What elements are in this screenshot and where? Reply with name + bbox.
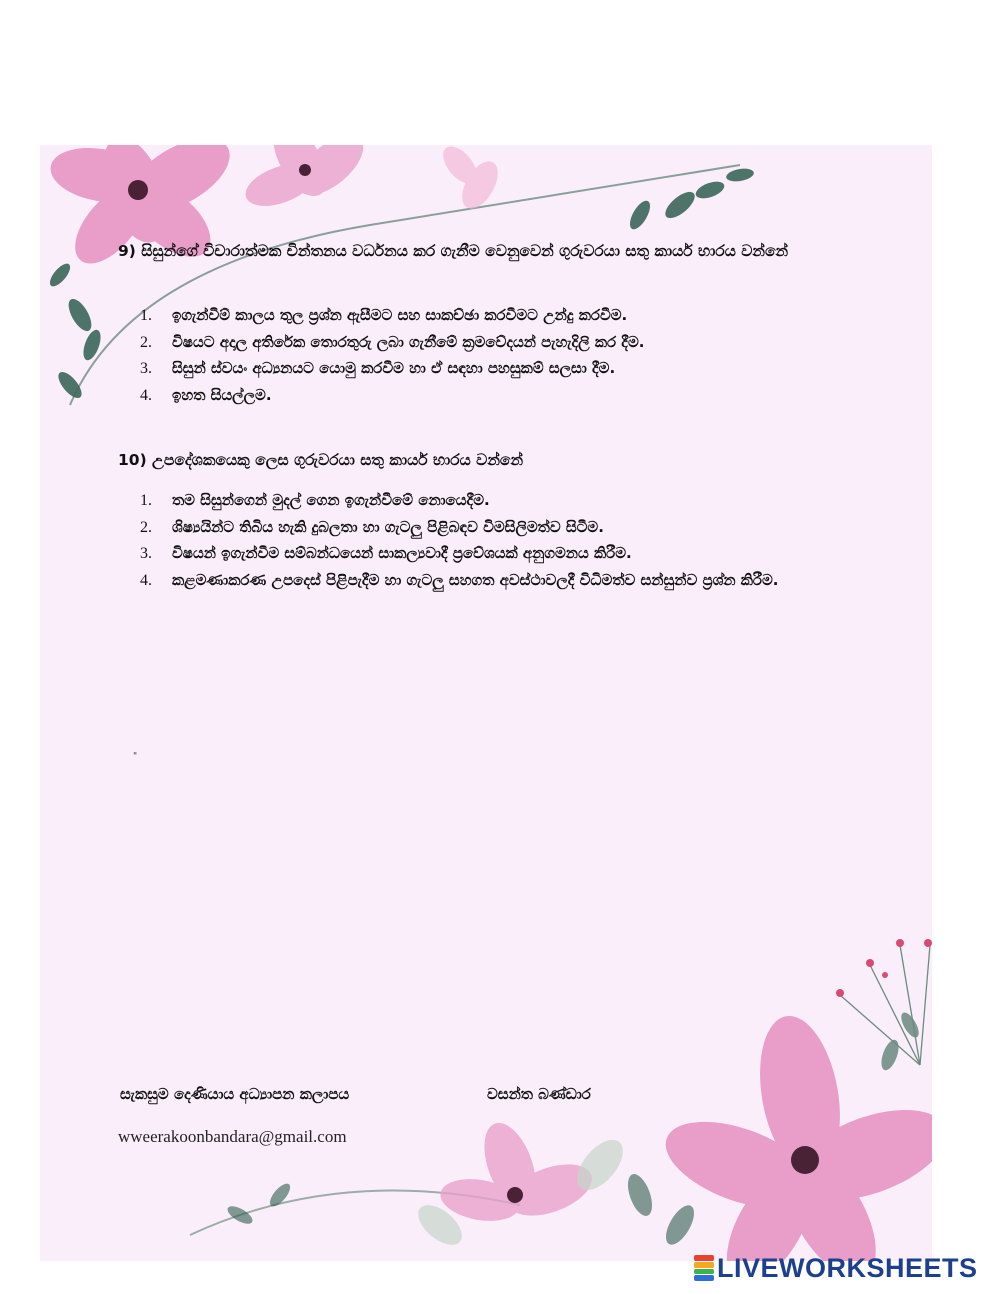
option-text: ඉගැන්වීම් කාලය තුල ප්‍රශ්න ඇසීමට සහ සාකච්ඡා කරවීමට උන්දු කරවීම. (172, 306, 628, 324)
list-item (140, 303, 880, 329)
logo-bar (694, 1262, 714, 1268)
option-text: විෂයට අදාල අතිරේක තොරතුරු ලබා ගැනීමේ ක්‍රමවේදයන් පැහැදිලි කර දීම. (172, 332, 645, 351)
list-item (140, 330, 880, 356)
list-item (140, 383, 880, 409)
prepared-by-label: සැකසුම දෙණියාය අධ්‍යාපන කලාපය (120, 1085, 350, 1103)
question-10-title: 10) උපදේශකයෙකු ලෙස ගුරුවරයා සතු කාර්ය භාරය වන්නේ (118, 451, 524, 469)
option-number: 4. (140, 386, 152, 404)
option-number: 2. (140, 333, 152, 351)
option-number: 1. (140, 307, 152, 324)
liveworksheets-logo-icon (694, 1255, 714, 1281)
list-item (140, 515, 880, 541)
liveworksheets-wordmark: LIVEWORKSHEETS (717, 1252, 978, 1283)
liveworksheets-brand[interactable] (694, 1253, 978, 1283)
option-text: ඉහත සියල්ලම. (172, 385, 272, 404)
logo-bar (694, 1275, 714, 1281)
option-text: කළමණාකරණ උපදෙස් පිළිපැදීම හා ගැටලු සහගත අවස්ථාවලදී විධිමත්ව සන්සුන්ව ප්‍රශ්න කිරීම. (172, 570, 779, 589)
floral-decoration-bottom-icon (40, 905, 932, 1261)
list-item (140, 568, 880, 594)
option-text: තම සිසුන්ගෙන් මුදල් ගෙන ඉගැන්වීමේ නොයෙදීම. (172, 491, 490, 509)
option-number: 1. (140, 492, 152, 509)
option-number: 4. (140, 571, 152, 589)
question-10-options (140, 488, 880, 594)
question-9-title: 9) සිසුන්ගේ විචාරාත්මක චින්තනය වර්ධනය කර ගැනීම වෙනුවෙන් ගුරුවරයා සතු කාර්ය භාරය වන්නේ (118, 242, 789, 260)
option-text: සිසුන් ස්වයං අධ්‍යනයට යොමු කරවීම හා ඒ සඳහා පහසුකම් සලසා දීම. (172, 359, 616, 377)
stray-mark: " (133, 752, 138, 762)
option-number: 3. (140, 360, 152, 377)
question-9-options (140, 303, 880, 409)
author-email: wweerakoonbandara@gmail.com (118, 1127, 347, 1146)
list-item (140, 356, 880, 382)
option-text: ශිෂ්‍යයින්ට තිබිය හැකි දුබලතා හා ගැටලු පිළිබඳව විමසිලිමත්ව සිටීම. (172, 517, 604, 536)
list-item (140, 541, 880, 567)
option-text: විෂයන් ඉගැන්වීම සම්බන්ධයෙන් සාකල්‍යවාදී ප්‍රවේශයක් අනුගමනය කිරීම. (172, 544, 632, 562)
option-number: 3. (140, 545, 152, 562)
logo-bar (694, 1255, 714, 1261)
list-item (140, 488, 880, 514)
logo-bar (694, 1269, 714, 1275)
author-name: වසන්ත බණ්ඩාර (487, 1085, 591, 1103)
option-number: 2. (140, 518, 152, 536)
